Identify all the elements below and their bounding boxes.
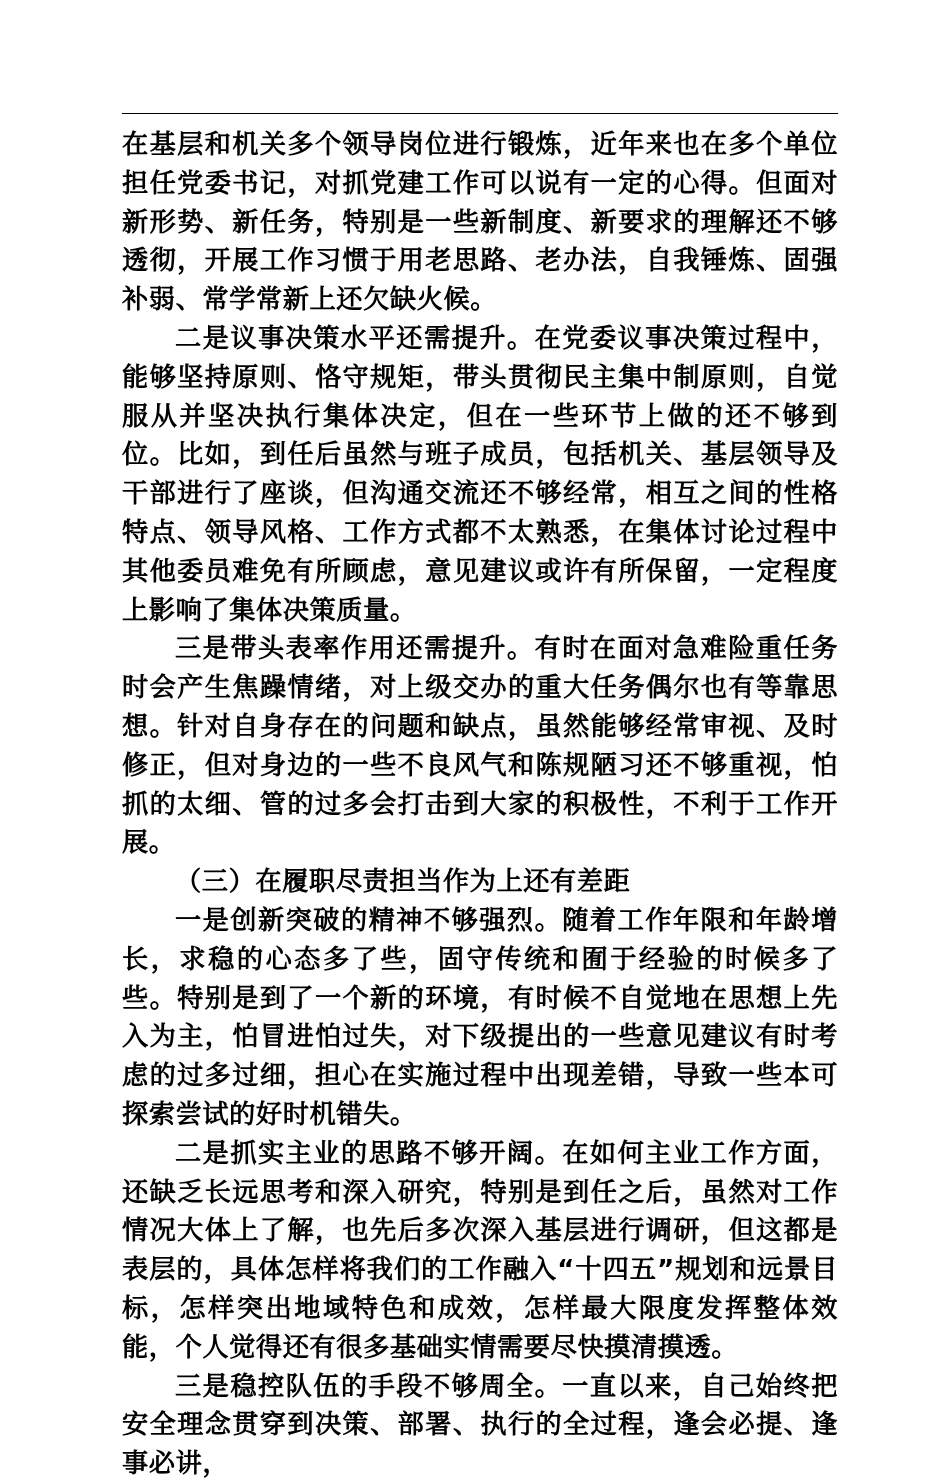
paragraph-3: 三是带头表率作用还需提升。有时在面对急难险重任务时会产生焦躁情绪，对上级交办的重大任务偶尔也有等靠思想。针对自身存在的问题和缺点，虽然能够经常审视、及时修正，但对身边的一些不良风气和陈规陋习还不够重视，怕抓的太细、管的过多会打击到大家的积极性，不利于工作开展。	[122, 634, 838, 859]
paragraph-6: 三是稳控队伍的手段不够周全。一直以来，自己始终把安全理念贯穿到决策、部署、执行的全过程，逢会必提、逢事必讲，	[122, 1371, 838, 1480]
header-rule	[122, 113, 838, 114]
paragraph-2: 二是议事决策水平还需提升。在党委议事决策过程中，能够坚持原则、恪守规矩，带头贯彻民主集中制原则，自觉服从并坚决执行集体决定，但在一些环节上做的还不够到位。比如，到任后虽然与班子成员，包括机关、基层领导及干部进行了座谈，但沟通交流还不够经常，相互之间的性格特点、领导风格、工作方式都不太熟悉，在集体讨论过程中其他委员难免有所顾虑，意见建议或许有所保留，一定程度上影响了集体决策质量。	[122, 323, 838, 626]
paragraph-5: 二是抓实主业的思路不够开阔。在如何主业工作方面，还缺乏长远思考和深入研究，特别是到任之后，虽然对工作情况大体上了解，也先后多次深入基层进行调研，但这都是表层的，具体怎样将我们的工作融入“十四五”规划和远景目标，怎样突出地域特色和成效，怎样最大限度发挥整体效能，个人觉得还有很多基础实情需要尽快摸清摸透。	[122, 1138, 838, 1363]
paragraph-4: 一是创新突破的精神不够强烈。随着工作年限和年龄增长，求稳的心态多了些，固守传统和囿于经验的时候多了些。特别是到了一个新的环境，有时候不自觉地在思想上先入为主，怕冒进怕过失，对下级提出的一些意见建议有时考虑的过多过细，担心在实施过程中出现差错，导致一些本可探索尝试的好时机错失。	[122, 905, 838, 1130]
document-body	[122, 126, 838, 1484]
paragraph-1: 在基层和机关多个领导岗位进行锻炼，近年来也在多个单位担任党委书记，对抓党建工作可以说有一定的心得。但面对新形势、新任务，特别是一些新制度、新要求的理解还不够透彻，开展工作习惯于用老思路、老办法，自我锤炼、固强补弱、常学常新上还欠缺火候。	[122, 130, 838, 316]
section-heading: （三）在履职尽责担当作为上还有差距	[175, 867, 631, 898]
